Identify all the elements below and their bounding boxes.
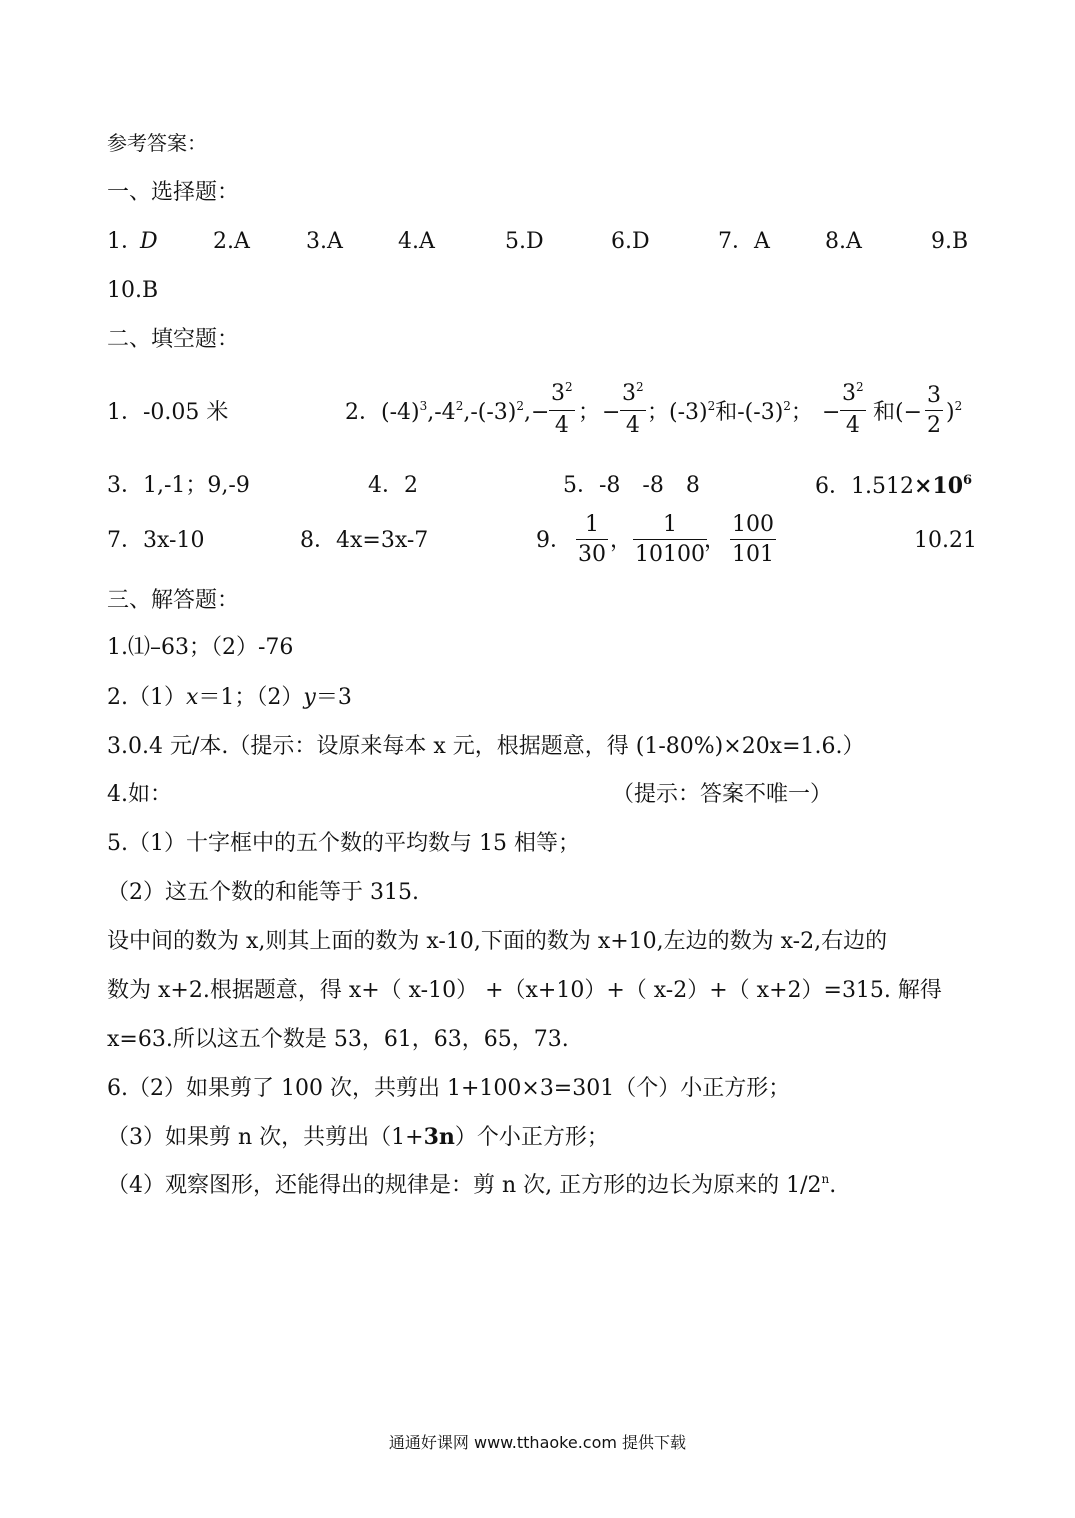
choice-answer-1-num: 1．: [107, 229, 143, 254]
fill-answer-2-mid: ；$(-3)^2$和$-(-3)^2$；: [647, 399, 813, 425]
fill-answer-8: 8．4x=3x-7: [300, 528, 429, 553]
page-footer: 通通好课网 www.tthaoke.com 提供下载: [388, 1433, 687, 1452]
solve-answer-5-line3: 设中间的数为 x,则其上面的数为 x-10,下面的数为 x+10,左边的数为 x-2,右边的: [107, 929, 888, 954]
fill-answer-5: 5．-8 -8 8: [563, 473, 700, 498]
choice-answer-3: 3.A: [306, 229, 343, 254]
choice-answer-10: 10.B: [107, 278, 159, 303]
fill-answer-2-and2: 和(−: [873, 400, 923, 425]
solve-answer-4-hint: （提示：答案不唯一）: [612, 782, 833, 807]
fill-answer-9-comma1: ，: [610, 528, 633, 553]
fraction-1-over-10100: 1 10100: [635, 512, 705, 567]
fill-answer-2-neg2: −: [602, 400, 621, 425]
section-heading-choice: 一、选择题：: [107, 180, 240, 205]
fraction-3-over-2: 3 2: [927, 383, 941, 438]
fill-answer-2-sep1: ；: [578, 400, 601, 425]
fill-answer-9-num: 9．: [536, 528, 572, 553]
fill-answer-4: 4．2: [368, 473, 418, 498]
choice-answer-2: 2.A: [213, 229, 250, 254]
choice-answer-9: 9.B: [931, 229, 969, 254]
solve-answer-2: 2.（1）x＝1；（2）y＝3: [107, 685, 352, 710]
fill-answer-9-comma2: ，: [704, 528, 727, 553]
solve-answer-5-line4: 数为 x+2.根据题意，得 x+（ x-10） +（x+10）+（ x-2）+（ x+2）=315. 解得: [107, 978, 942, 1003]
choice-answer-5: 5.D: [505, 229, 544, 254]
fill-answer-10: 10.21: [914, 528, 977, 553]
fraction-3sq-over-4-a: $3^2$ 4: [551, 380, 573, 438]
fill-answer-2-neg3: −: [822, 400, 841, 425]
solve-answer-1: 1.⑴–63；（2）-76: [107, 635, 294, 660]
fill-answer-2-expr: 2．$(-4)^3,-4^2,-(-3)^2,-$: [345, 399, 550, 425]
fill-answer-2-close: )$^2$: [946, 399, 963, 425]
section-heading-fill: 二、填空题：: [107, 327, 240, 352]
choice-answer-7: 7．A: [718, 229, 770, 254]
section-heading-solve: 三、解答题：: [107, 588, 240, 613]
solve-answer-6-part3: （3）如果剪 n 次，共剪出（1+3n）个小正方形；: [107, 1124, 609, 1150]
choice-answer-4: 4.A: [398, 229, 435, 254]
choice-answer-8: 8.A: [825, 229, 862, 254]
solve-answer-6-part2: 6.（2）如果剪了 100 次，共剪出 1+100×3=301（个）小正方形；: [107, 1076, 791, 1101]
fill-answer-3: 3．1,-1；9,-9: [107, 473, 250, 498]
choice-answer-6: 6.D: [611, 229, 650, 254]
page-title: 参考答案：: [107, 131, 207, 155]
solve-answer-5-part1: 5.（1）十字框中的五个数的平均数与 15 相等；: [107, 831, 580, 856]
choice-answer-1: D: [140, 229, 158, 254]
fraction-3sq-over-4-b: $3^2$ 4: [622, 380, 644, 438]
solve-answer-5-part2: （2）这五个数的和能等于 315.: [107, 880, 419, 905]
solve-answer-6-part4: （4）观察图形，还能得出的规律是：剪 n 次, 正方形的边长为原来的 1/2$^n$.: [107, 1172, 837, 1198]
solve-answer-4: 4.如：: [107, 782, 172, 807]
fill-answer-1: 1．-0.05 米: [107, 400, 229, 425]
fraction-3sq-over-4-c: $3^2$ 4: [842, 380, 864, 438]
fill-answer-7: 7．3x-10: [107, 528, 205, 553]
fill-answer-6: 6．$1.512\times 10^6$: [815, 473, 973, 499]
solve-answer-3: 3.0.4 元/本.（提示：设原来每本 x 元，根据题意，得 (1-80%)×20x=1.6.）: [107, 734, 865, 759]
fraction-1-over-30: 1 30: [578, 512, 606, 567]
fraction-100-over-101: 100 101: [732, 512, 774, 567]
solve-answer-5-line5: x=63.所以这五个数是 53，61，63，65，73.: [107, 1027, 569, 1052]
